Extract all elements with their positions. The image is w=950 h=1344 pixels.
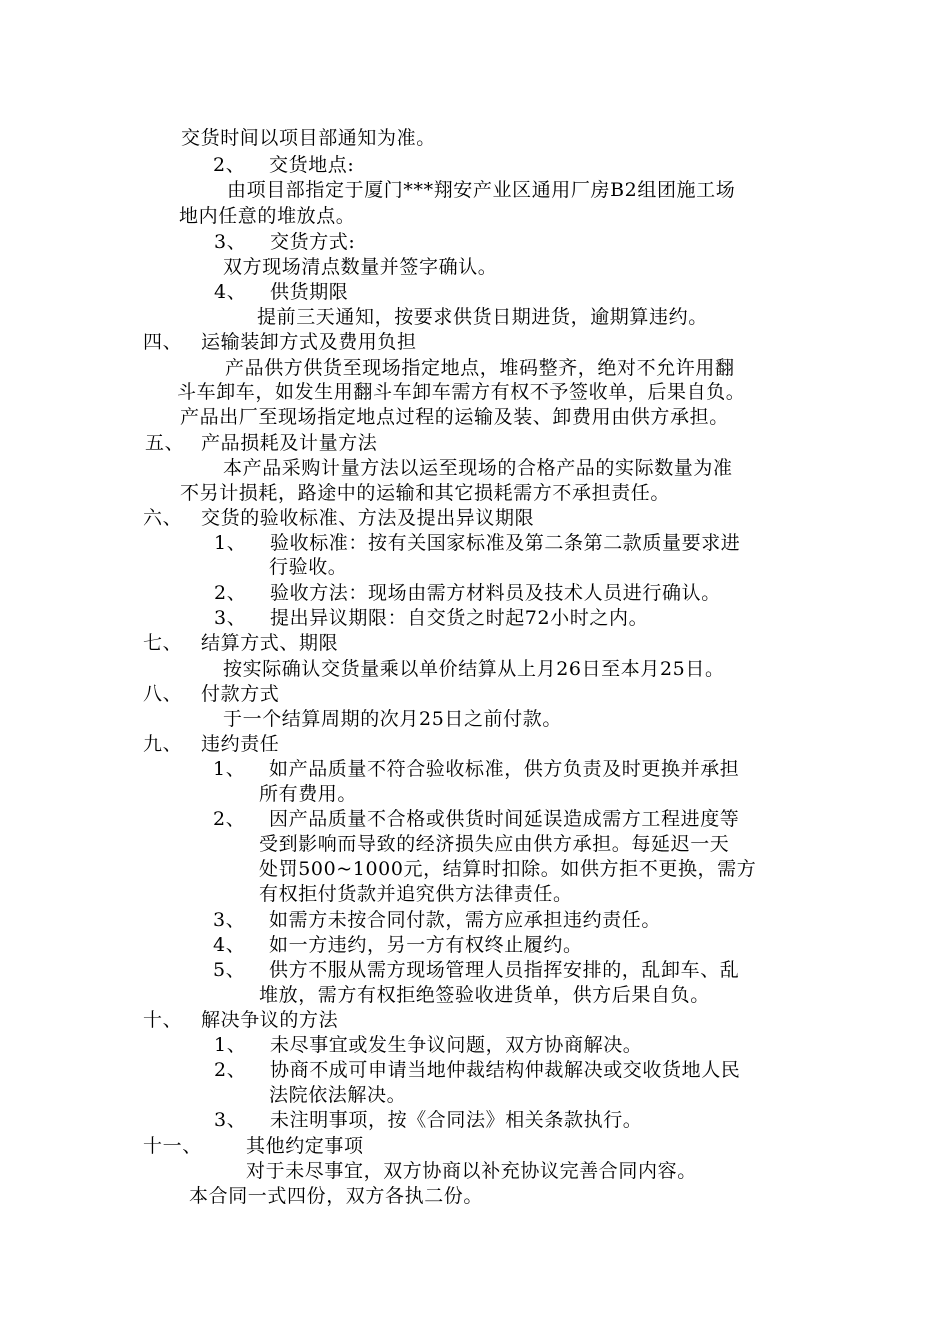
paragraph-line: 所有费用。 (259, 783, 358, 805)
item-heading: 交货地点: (269, 154, 355, 176)
section-number: 五、 (145, 432, 185, 454)
item-number: 2、 (214, 1059, 247, 1081)
paragraph-line: 产品供方供货至现场指定地点，堆码整齐，绝对不允许用翻 (225, 357, 735, 379)
paragraph-line: 验收方法：现场由需方材料员及技术人员进行确认。 (270, 582, 721, 604)
item-number: 3、 (214, 1109, 247, 1131)
item-number: 1、 (213, 758, 246, 780)
paragraph-line: 因产品质量不合格或供货时间延误造成需方工程进度等 (269, 808, 740, 830)
section-number: 四、 (143, 331, 183, 353)
section-number: 六、 (143, 507, 183, 529)
section-heading: 交货的验收标准、方法及提出异议期限 (201, 507, 535, 529)
item-number: 3、 (214, 231, 247, 253)
section-heading: 解决争议的方法 (201, 1009, 339, 1031)
section-heading: 其他约定事项 (246, 1135, 364, 1157)
paragraph-line: 法院依法解决。 (269, 1084, 407, 1106)
item-number: 3、 (214, 607, 247, 629)
paragraph-line: 地内任意的堆放点。 (179, 205, 356, 227)
section-number: 八、 (143, 683, 183, 705)
paragraph-line: 本合同一式四份，双方各执二份。 (189, 1185, 484, 1207)
item-number: 1、 (214, 532, 247, 554)
item-number: 2、 (213, 808, 246, 830)
paragraph-line: 堆放，需方有权拒绝签验收进货单，供方后果自负。 (259, 984, 710, 1006)
paragraph-line: 如需方未按合同付款，需方应承担违约责任。 (269, 909, 662, 931)
section-number: 十、 (143, 1009, 183, 1031)
item-number: 2、 (213, 154, 246, 176)
paragraph-line: 如产品质量不符合验收标准，供方负责及时更换并承担 (269, 758, 740, 780)
section-heading: 结算方式、期限 (201, 632, 339, 654)
paragraph-line: 如一方违约，另一方有权终止履约。 (269, 934, 583, 956)
item-heading: 供货期限 (270, 281, 349, 303)
paragraph-line: 按实际确认交货量乘以单价结算从上月26日至本月25日。 (223, 658, 725, 680)
section-number: 十一、 (143, 1135, 202, 1157)
section-heading: 付款方式 (201, 683, 280, 705)
paragraph-line: 未尽事宜或发生争议问题，双方协商解决。 (270, 1034, 643, 1056)
item-number: 4、 (214, 281, 247, 303)
paragraph-line: 斗车卸车，如发生用翻斗车卸车需方有权不予签收单，后果自负。 (177, 381, 746, 403)
paragraph-line: 本产品采购计量方法以运至现场的合格产品的实际数量为准 (223, 457, 733, 479)
paragraph-line: 行验收。 (269, 556, 348, 578)
paragraph-line: 由项目部指定于厦门***翔安产业区通用厂房B2组团施工场 (227, 179, 736, 201)
item-number: 3、 (213, 909, 246, 931)
paragraph-line: 提前三天通知，按要求供货日期进货，逾期算违约。 (257, 306, 708, 328)
item-number: 2、 (214, 582, 247, 604)
paragraph-line: 于一个结算周期的次月25日之前付款。 (223, 708, 562, 730)
paragraph-line: 产品出厂至现场指定地点过程的运输及装、卸费用由供方承担。 (180, 406, 729, 428)
section-number: 九、 (143, 733, 183, 755)
item-heading: 交货方式: (270, 231, 356, 253)
item-number: 1、 (214, 1034, 247, 1056)
section-number: 七、 (143, 632, 183, 654)
section-heading: 运输装卸方式及费用负担 (201, 331, 417, 353)
paragraph-line: 双方现场清点数量并签字确认。 (223, 256, 498, 278)
paragraph-line: 未注明事项，按《合同法》相关条款执行。 (270, 1109, 643, 1131)
paragraph-line: 协商不成可申请当地仲裁结构仲裁解决或交收货地人民 (270, 1059, 741, 1081)
paragraph-line: 对于未尽事宜，双方协商以补充协议完善合同内容。 (246, 1160, 697, 1182)
paragraph-line: 交货时间以项目部通知为准。 (181, 127, 436, 149)
paragraph-line: 提出异议期限：自交货之时起72小时之内。 (270, 607, 649, 629)
paragraph-line: 验收标准：按有关国家标准及第二条第二款质量要求进 (270, 532, 741, 554)
paragraph-line: 供方不服从需方现场管理人员指挥安排的，乱卸车、乱 (269, 959, 740, 981)
item-number: 5、 (213, 959, 246, 981)
paragraph-line: 不另计损耗，路途中的运输和其它损耗需方不承担责任。 (180, 482, 671, 504)
paragraph-line: 处罚500~1000元，结算时扣除。如供方拒不更换，需方 (259, 858, 757, 880)
section-heading: 产品损耗及计量方法 (201, 432, 378, 454)
item-number: 4、 (213, 934, 246, 956)
paragraph-line: 受到影响而导致的经济损失应由供方承担。每延迟一天 (259, 833, 730, 855)
paragraph-line: 有权拒付货款并追究供方法律责任。 (259, 883, 573, 905)
section-heading: 违约责任 (201, 733, 280, 755)
